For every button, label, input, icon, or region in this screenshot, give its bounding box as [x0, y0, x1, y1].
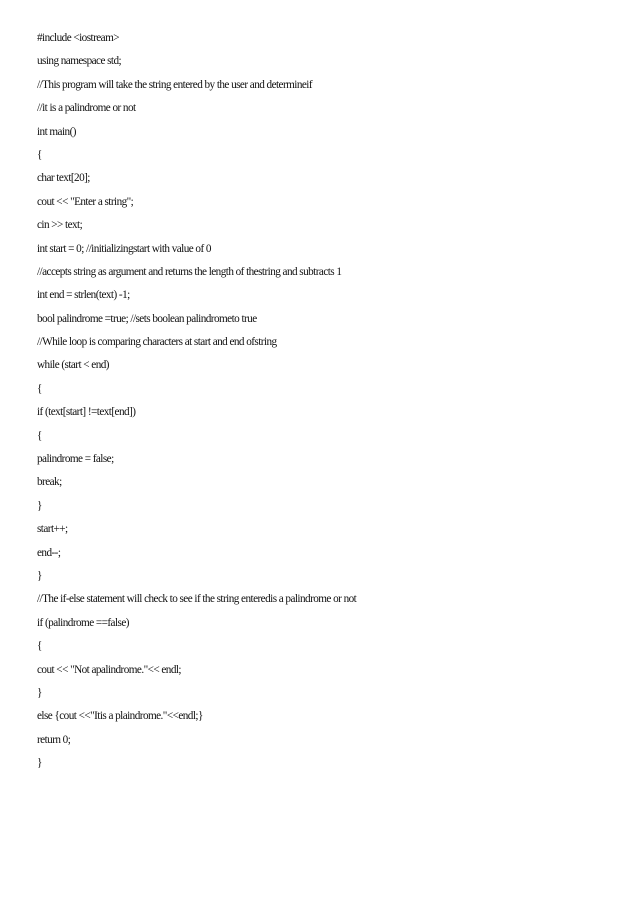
- code-line: if (text[start] !=text[end]): [37, 406, 136, 419]
- code-line: end--;: [37, 546, 61, 559]
- code-line: int start = 0; //initializingstart with value of 0: [37, 242, 211, 255]
- code-line: int end = strlen(text) -1;: [37, 289, 130, 302]
- code-comment-line: //accepts string as argument and returns the length of thestring and subtracts 1: [37, 265, 342, 278]
- code-line: }: [37, 569, 42, 582]
- code-comment-line: //This program will take the string entered by the user and determineif: [37, 78, 313, 91]
- code-line: {: [37, 429, 42, 442]
- code-line: {: [37, 382, 42, 395]
- code-comment-line: //The if-else statement will check to see if the string enteredis a palindrome or not: [37, 593, 357, 606]
- code-line: using namespace std;: [37, 55, 122, 68]
- code-line: break;: [37, 476, 62, 489]
- code-line: char text[20];: [37, 172, 90, 185]
- code-line: cout << "Not apalindrome."<< endl;: [37, 663, 181, 676]
- code-line: }: [37, 686, 42, 699]
- code-line: {: [37, 148, 42, 161]
- code-line: else {cout <<"Itis a plaindrome."<<endl;}: [37, 710, 203, 723]
- code-line: bool palindrome =true; //sets boolean palindrometo true: [37, 312, 257, 325]
- code-line: #include <iostream>: [37, 32, 120, 44]
- code-line: }: [37, 499, 42, 512]
- code-listing: [37, 31, 356, 780]
- code-line: return 0;: [37, 733, 71, 746]
- code-line: cin >> text;: [37, 219, 83, 232]
- code-line: palindrome = false;: [37, 453, 114, 466]
- code-line: int main(): [37, 125, 76, 138]
- code-comment-line: //it is a palindrome or not: [37, 102, 136, 115]
- code-line: cout << "Enter a string";: [37, 195, 134, 208]
- code-line: start++;: [37, 523, 68, 536]
- code-line: {: [37, 640, 42, 653]
- code-line: if (palindrome ==false): [37, 616, 129, 629]
- code-line: while (start < end): [37, 359, 109, 372]
- code-line: }: [37, 757, 42, 770]
- code-comment-line: //While loop is comparing characters at start and end ofstring: [37, 336, 277, 349]
